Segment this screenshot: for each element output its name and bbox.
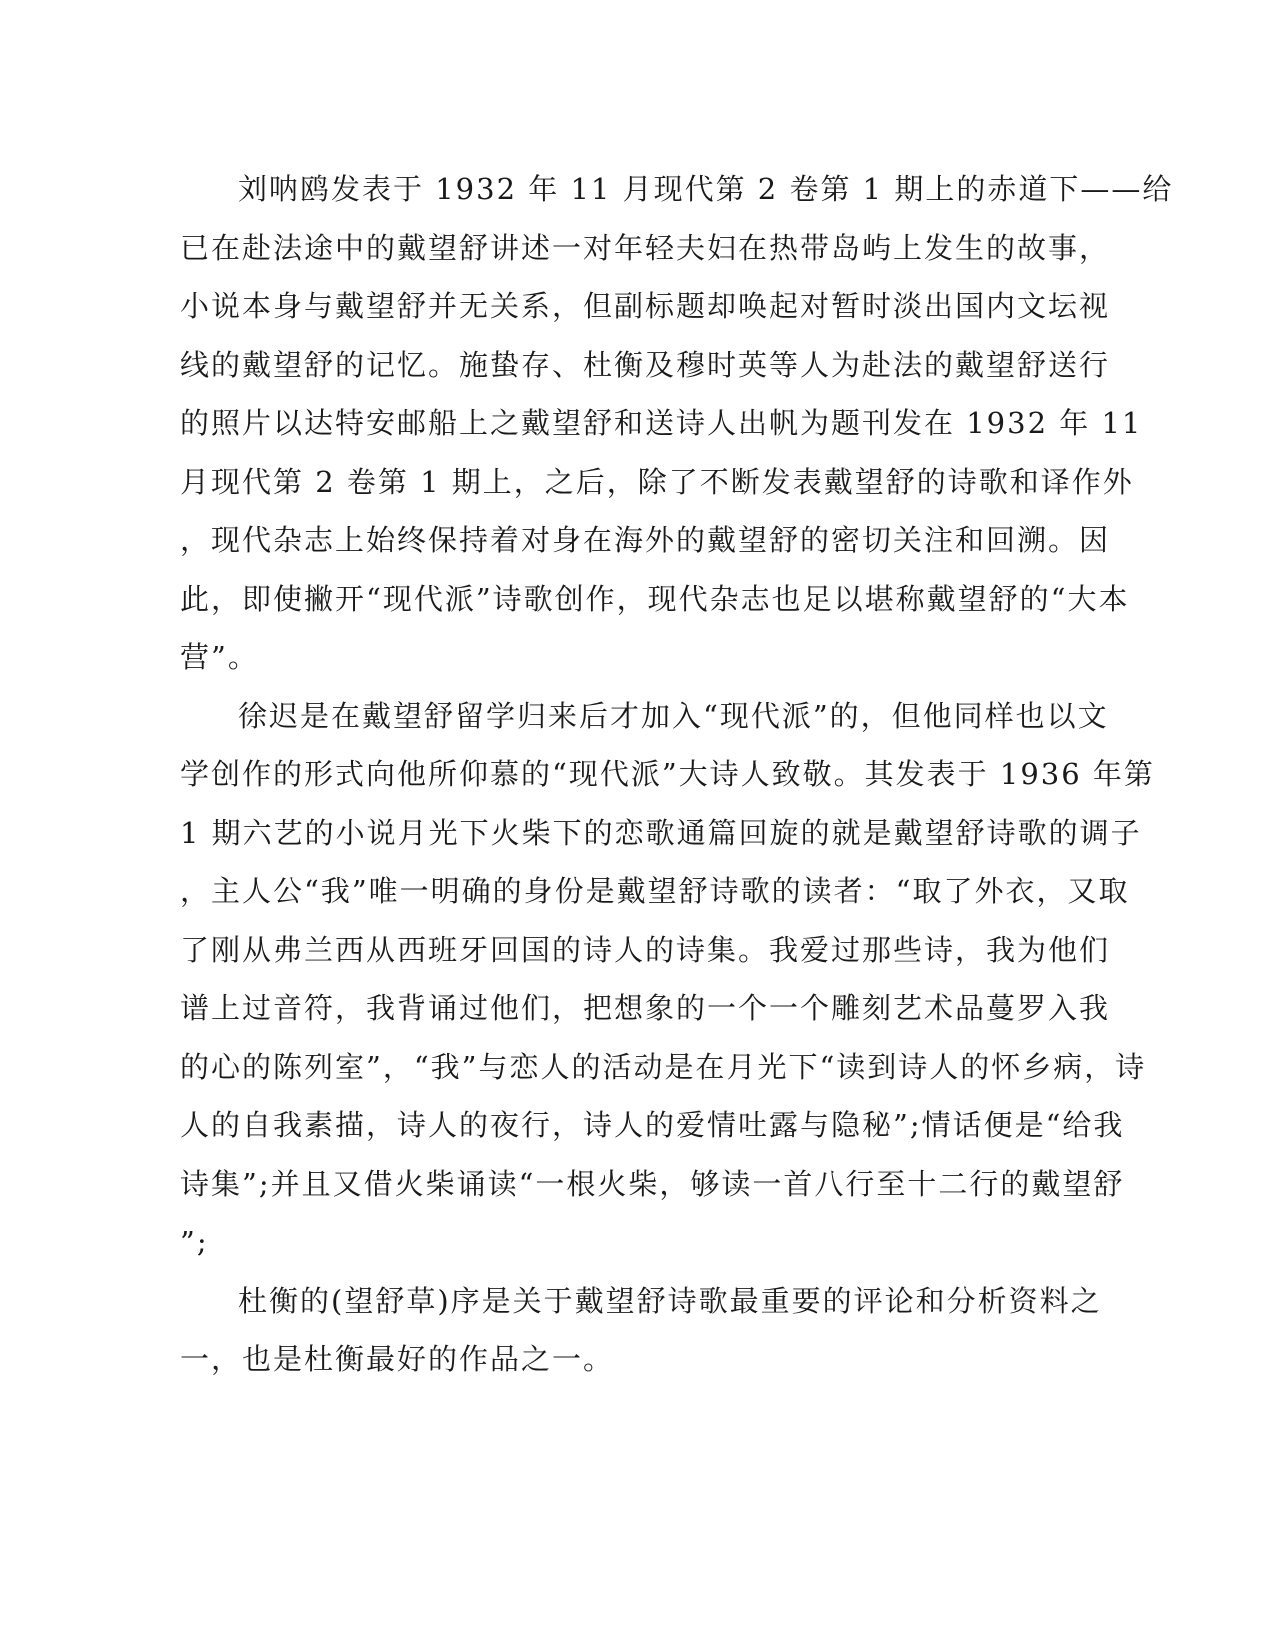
text-line: 此，即使撇开“现代派”诗歌创作，现代杂志也足以堪称戴望舒的“大本 — [180, 581, 1130, 616]
text-line: 的心的陈列室”，“我”与恋人的活动是在月光下“读到诗人的怀乡病，诗 — [180, 1049, 1147, 1084]
text-line: 杜衡的(望舒草)序是关于戴望舒诗歌最重要的评论和分析资料之 — [238, 1283, 1102, 1318]
text-line: 学创作的形式向他所仰慕的“现代派”大诗人致敬。其发表于 1936 年第 — [180, 757, 1155, 791]
paragraph-2 — [180, 687, 1155, 1272]
text-line: 谱上过音符，我背诵过他们，把想象的一个一个雕刻艺术品蔓罗入我 — [180, 991, 1111, 1025]
text-line: 月现代第 2 卷第 1 期上，之后，除了不断发表戴望舒的诗歌和译作外 — [180, 464, 1134, 499]
text-line: 了刚从弗兰西从西班牙回国的诗人的诗集。我爱过那些诗，我为他们 — [180, 932, 1111, 967]
body-text — [180, 160, 1174, 1389]
text-line: 营”。 — [180, 640, 259, 674]
paragraph-1 — [180, 160, 1174, 687]
text-line: 诗集”;并且又借火柴诵读“一根火柴，够读一首八行至十二行的戴望舒 — [180, 1166, 1125, 1201]
text-line: 线的戴望舒的记忆。施蛰存、杜衡及穆时英等人为赴法的戴望舒送行 — [180, 347, 1111, 382]
text-line: 一，也是杜衡最好的作品之一。 — [180, 1342, 615, 1376]
text-line: 已在赴法途中的戴望舒讲述一对年轻夫妇在热带岛屿上发生的故事， — [180, 230, 1111, 265]
text-line: 刘呐鸥发表于 1932 年 11 月现代第 2 卷第 1 期上的赤道下——给 — [238, 172, 1174, 206]
text-line: 徐迟是在戴望舒留学归来后才加入“现代派”的，但他同样也以文 — [238, 698, 1109, 733]
text-line: 的照片以达特安邮船上之戴望舒和送诗人出帆为题刊发在 1932 年 11 — [180, 406, 1143, 440]
text-line: ，现代杂志上始终保持着对身在海外的戴望舒的密切关注和回溯。因 — [180, 523, 1111, 557]
paragraph-3 — [180, 1272, 1102, 1389]
text-line: 1 期六艺的小说月光下火柴下的恋歌通篇回旋的就是戴望舒诗歌的调子 — [180, 815, 1142, 850]
text-line: ”; — [180, 1225, 209, 1259]
text-line: ，主人公“我”唯一明确的身份是戴望舒诗歌的读者：“取了外衣，又取 — [180, 874, 1130, 908]
text-line: 小说本身与戴望舒并无关系，但副标题却唤起对暂时淡出国内文坛视 — [180, 289, 1111, 323]
text-line: 人的自我素描，诗人的夜行，诗人的爱情吐露与隐秘”;情话便是“给我 — [180, 1108, 1125, 1142]
